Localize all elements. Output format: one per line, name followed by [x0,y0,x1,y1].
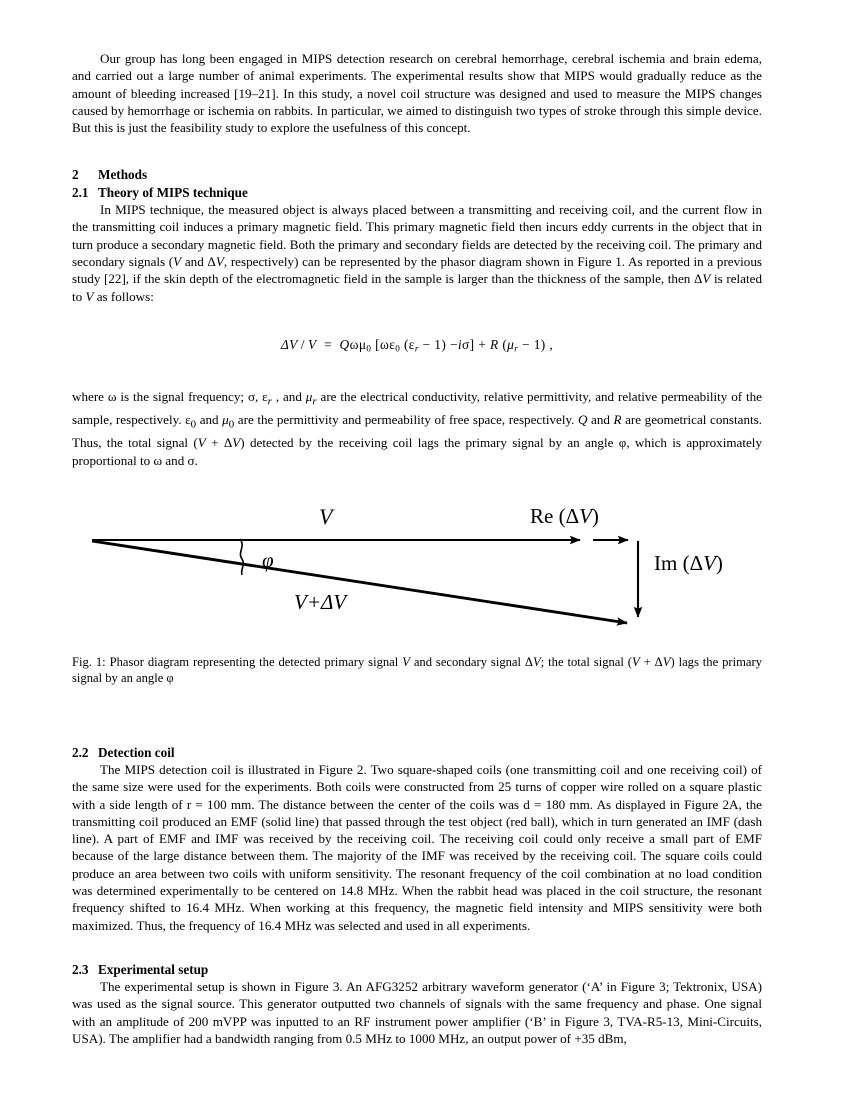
figure-1-phasor-diagram [72,497,762,649]
spacer [72,687,762,744]
label-re-delta-v: Re (ΔV) [530,503,599,528]
section-heading-experimental-setup [72,961,762,978]
figure-1-caption: Fig. 1: Phasor diagram representing the detected primary signal V and secondary signal ΔV; the total signal (V + ΔV) lags the primary signal by an angle φ [72,654,762,686]
section-number-methods: 2 [72,167,79,183]
spacer [72,469,762,497]
angle-phi-arc [240,539,243,575]
spacer [72,358,762,388]
section-title-theory: Theory of MIPS technique [98,184,248,200]
label-phi: φ [262,547,274,572]
section-title-methods: Methods [98,167,148,183]
section-title-detection-coil: Detection coil [98,744,175,760]
page-content [72,50,762,1047]
section-title-experimental-setup: Experimental setup [98,961,209,977]
section-heading-methods [72,166,762,183]
spacer [72,136,762,166]
section-heading-theory [72,184,762,201]
label-v-plus-delta-v: V+ΔV [294,589,347,614]
section-heading-detection-coil [72,744,762,761]
section-number-detection-coil: 2.2 [72,744,89,760]
experimental-setup-paragraph: The experimental setup is shown in Figure 3. An AFG3252 arbitrary waveform generator (‘A’ in Figure 3; Tektronix, USA) was used as the signal source. This generator outputted two channels of signals with the same frequency and phase. One signal with an amplitude of 200 mVPP was inputted to an RF instrument power amplifier (‘B’ in Figure 3, TVA-R5-13, Mini-Circuits, USA). The amplifier had a bandwidth ranging from 0.5 MHz to 1000 MHz, an output power of +35 dBm, [72,979,762,1047]
section-number-experimental-setup: 2.3 [72,961,89,977]
intro-paragraph: Our group has long been engaged in MIPS detection research on cerebral hemorrhage, cerebral ischemia and brain edema, and carried out a large number of animal experiments. The experimental results show that MIPS would gradually reduce as the amount of bleeding increased [19–21]. In this study, a novel coil structure was designed and used to measure the MIPS changes caused by hemorrhage or ischemia on rabbits. In particular, we aimed to distinguish two types of stroke through this simple device. But this is just the feasibility study to explore the usefulness of this concept. [72,51,762,136]
spacer [72,305,762,335]
spacer [72,934,762,961]
section-number-theory: 2.1 [72,184,89,200]
equation-delta-v: ΔV / V = Qωμ$_0$ [$\omega\varepsilon_0$ $(\varepsilon_r - 1) -i\sigma] + R$ $(\mu_r - 1)$ , [280,336,554,354]
phasor-diagram-svg [72,497,762,649]
detection-coil-paragraph: The MIPS detection coil is illustrated in Figure 2. Two square-shaped coils (one transmitting coil and one receiving coil) of the same size were used for the experiments. Both coils were constructed from 25 turns of copper wire rolled on a square plastic with a side length of r = 100 mm. The distance between the center of the coils was d = 180 mm. As displayed in Figure 2A, the transmitting coil produced an EMF (solid line) that passed through the test object (red ball), which in turn generated an IMF (dash line). A part of EMF and IMF was received by the receiving coil. The receiving coil could only receive a small part of EMF because of the large distance between them. The majority of the IMF was received by the receiving coil. The square coils could produce an area between two coils with uniform sensitivity. The resonant frequency of the coil combination at no load condition was determined experimentally to be centered on 14.8 MHz. When the rabbit head was placed in the coil structure, the resonant frequency shifted to 16.4 MHz. When working at this frequency, the magnetic field intensity and MIPS sensitivity were both maximized. Thus, the frequency of 16.4 MHz was selected and used in all experiments. [72,761,762,933]
theory-paragraph-1: In MIPS technique, the measured object is always placed between a transmitting and receiving coil, and the current flow in the transmitting coil induces a primary magnetic field. This primary magnetic field then incurs eddy currents in the object that in turn produce a secondary magnetic field. Both the primary and secondary fields are detected by the receiving coil. The primary and secondary signals (V and ΔV, respectively) can be represented by the phasor diagram shown in Figure 1. As reported in a previous study [22], if the skin depth of the electromagnetic field in the sample is larger than the thickness of the sample, then ΔV is related to V as follows: [72,202,762,304]
label-v: V [319,503,333,529]
label-im-delta-v: Im (ΔV) [654,550,723,575]
theory-paragraph-2: where ω is the signal frequency; σ, $\varepsilon_r$ , and $\mu_r$ are the electrical conductivity, relative permittivity, and relative permeability of the sample, respectively. $\varepsilon_0$ and $\mu_0$ are the permittivity and permeability of free space, respectively. Q and R are geometrical constants. Thus, the total signal (V + ΔV) detected by the receiving coil lags the primary signal by an angle φ, which is approximately proportional to ω and σ. [72,389,763,468]
vector-v-plus-delta-v [92,541,627,623]
